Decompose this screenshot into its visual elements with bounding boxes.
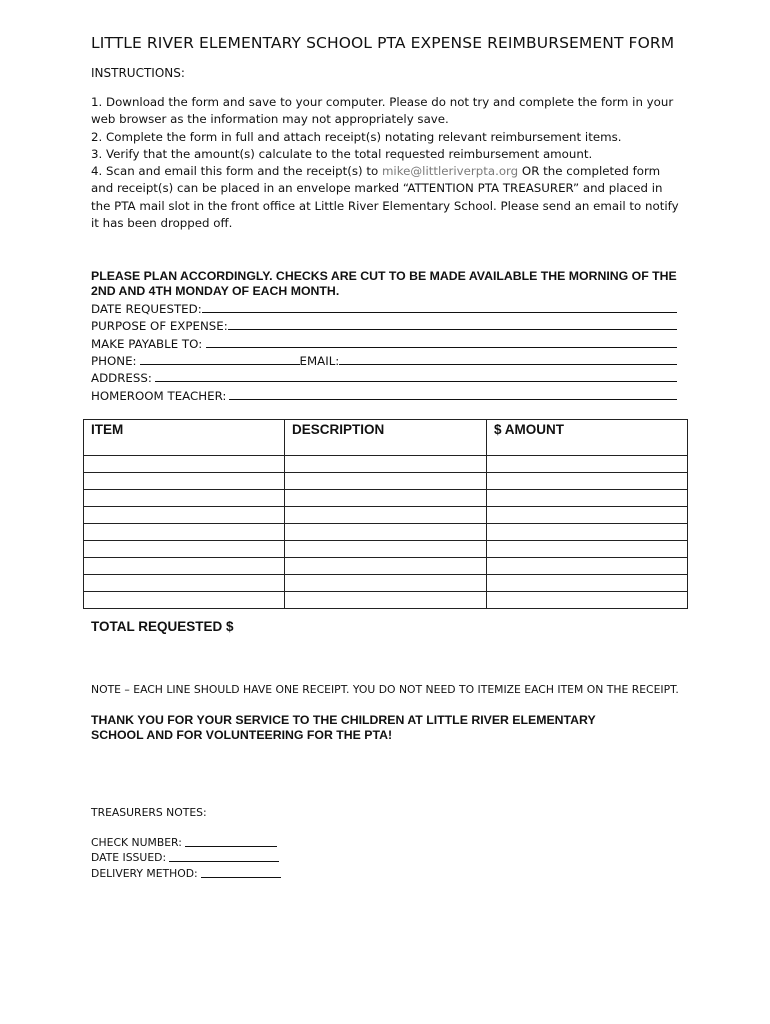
address-label: ADDRESS: [91, 371, 152, 385]
purpose-input[interactable] [228, 317, 677, 330]
plan-notice: PLEASE PLAN ACCORDINGLY. CHECKS ARE CUT TO BE MADE AVAILABLE THE MORNING OF THE 2ND AND 4TH MONDAY OF EACH MONTH. [91, 269, 677, 298]
item-cell[interactable] [84, 473, 285, 490]
date-requested-label: DATE REQUESTED: [91, 302, 202, 316]
description-cell[interactable] [285, 541, 487, 558]
date-issued-field[interactable] [91, 850, 279, 864]
instruction-step-1: 1. Download the form and save to your computer. Please do not try and complete the form in your web browser as the information may not appropriately save. [91, 95, 674, 127]
purpose-label: PURPOSE OF EXPENSE: [91, 319, 228, 333]
payable-to-label: MAKE PAYABLE TO: [91, 337, 203, 351]
description-cell[interactable] [285, 524, 487, 541]
date-issued-input[interactable] [169, 850, 279, 862]
description-cell[interactable] [285, 558, 487, 575]
amount-cell[interactable] [487, 456, 688, 473]
expense-table [83, 419, 688, 609]
address-input[interactable] [155, 369, 677, 382]
date-issued-label: DATE ISSUED: [91, 851, 167, 864]
table-row [84, 541, 688, 558]
phone-label: PHONE: [91, 354, 137, 368]
instruction-step-3: 3. Verify that the amount(s) calculate to the total requested reimbursement amount. [91, 146, 593, 161]
delivery-method-input[interactable] [201, 866, 281, 878]
date-requested-field[interactable] [91, 299, 677, 316]
table-row [84, 524, 688, 541]
item-cell[interactable] [84, 541, 285, 558]
amount-cell[interactable] [487, 592, 688, 609]
table-header-row [84, 420, 688, 456]
form-title: LITTLE RIVER ELEMENTARY SCHOOL PTA EXPENSE REIMBURSEMENT FORM [91, 34, 675, 52]
address-field[interactable] [91, 368, 677, 385]
table-row [84, 592, 688, 609]
amount-cell[interactable] [487, 558, 688, 575]
email-input[interactable] [339, 352, 677, 365]
delivery-method-field[interactable] [91, 866, 281, 880]
email-label: EMAIL: [299, 354, 340, 368]
payable-to-input[interactable] [206, 335, 677, 348]
check-number-input[interactable] [185, 835, 277, 847]
total-requested-label: TOTAL REQUESTED $ [91, 619, 234, 634]
instruction-step-4-rest: OR the completed form and receipt(s) can be placed in an envelope marked “ATTENTION PTA TREASURER” and placed in the PTA mail slot in the front office at Little River Elementary School. Please send an email to notify it has been dropped off. [91, 164, 679, 231]
delivery-method-label: DELIVERY METHOD: [91, 867, 198, 880]
table-row [84, 456, 688, 473]
item-cell[interactable] [84, 456, 285, 473]
item-cell[interactable] [84, 592, 285, 609]
amount-cell[interactable] [487, 473, 688, 490]
treasurer-notes-heading: TREASURERS NOTES: [91, 806, 207, 819]
payable-to-field[interactable] [91, 334, 677, 351]
amount-cell[interactable] [487, 524, 688, 541]
purpose-field[interactable] [91, 316, 677, 333]
description-cell[interactable] [285, 473, 487, 490]
item-cell[interactable] [84, 558, 285, 575]
instruction-step-2: 2. Complete the form in full and attach receipt(s) notating relevant reimbursement items. [91, 129, 622, 144]
description-cell[interactable] [285, 490, 487, 507]
date-requested-input[interactable] [202, 300, 677, 313]
table-row [84, 490, 688, 507]
table-row [84, 575, 688, 592]
instructions-block [91, 94, 681, 232]
item-cell[interactable] [84, 575, 285, 592]
item-cell[interactable] [84, 524, 285, 541]
thank-you-message: THANK YOU FOR YOUR SERVICE TO THE CHILDREN AT LITTLE RIVER ELEMENTARY SCHOOL AND FOR VOLUNTEERING FOR THE PTA! [91, 713, 596, 742]
table-row [84, 473, 688, 490]
check-number-label: CHECK NUMBER: [91, 836, 182, 849]
table-row [84, 558, 688, 575]
description-header: DESCRIPTION [285, 420, 487, 456]
homeroom-field[interactable] [91, 386, 677, 403]
instruction-step-4-text: 4. Scan and email this form and the receipt(s) to [91, 164, 382, 179]
phone-email-field[interactable] [91, 351, 677, 368]
amount-cell[interactable] [487, 575, 688, 592]
item-header: ITEM [84, 420, 285, 456]
description-cell[interactable] [285, 575, 487, 592]
item-cell[interactable] [84, 507, 285, 524]
item-cell[interactable] [84, 490, 285, 507]
instruction-step-4 [91, 163, 681, 232]
amount-cell[interactable] [487, 490, 688, 507]
description-cell[interactable] [285, 456, 487, 473]
treasurer-email-link[interactable]: mike@littleriverpta.org [381, 164, 519, 179]
amount-cell[interactable] [487, 507, 688, 524]
amount-header: $ AMOUNT [487, 420, 688, 456]
description-cell[interactable] [285, 507, 487, 524]
amount-cell[interactable] [487, 541, 688, 558]
receipt-note: NOTE – EACH LINE SHOULD HAVE ONE RECEIPT. YOU DO NOT NEED TO ITEMIZE EACH ITEM ON THE RECEIPT. [91, 683, 679, 696]
homeroom-input[interactable] [229, 387, 677, 400]
instructions-heading: INSTRUCTIONS: [91, 66, 185, 80]
homeroom-label: HOMEROOM TEACHER: [91, 389, 227, 403]
table-row [84, 507, 688, 524]
phone-input[interactable] [140, 352, 300, 365]
check-number-field[interactable] [91, 835, 277, 849]
description-cell[interactable] [285, 592, 487, 609]
